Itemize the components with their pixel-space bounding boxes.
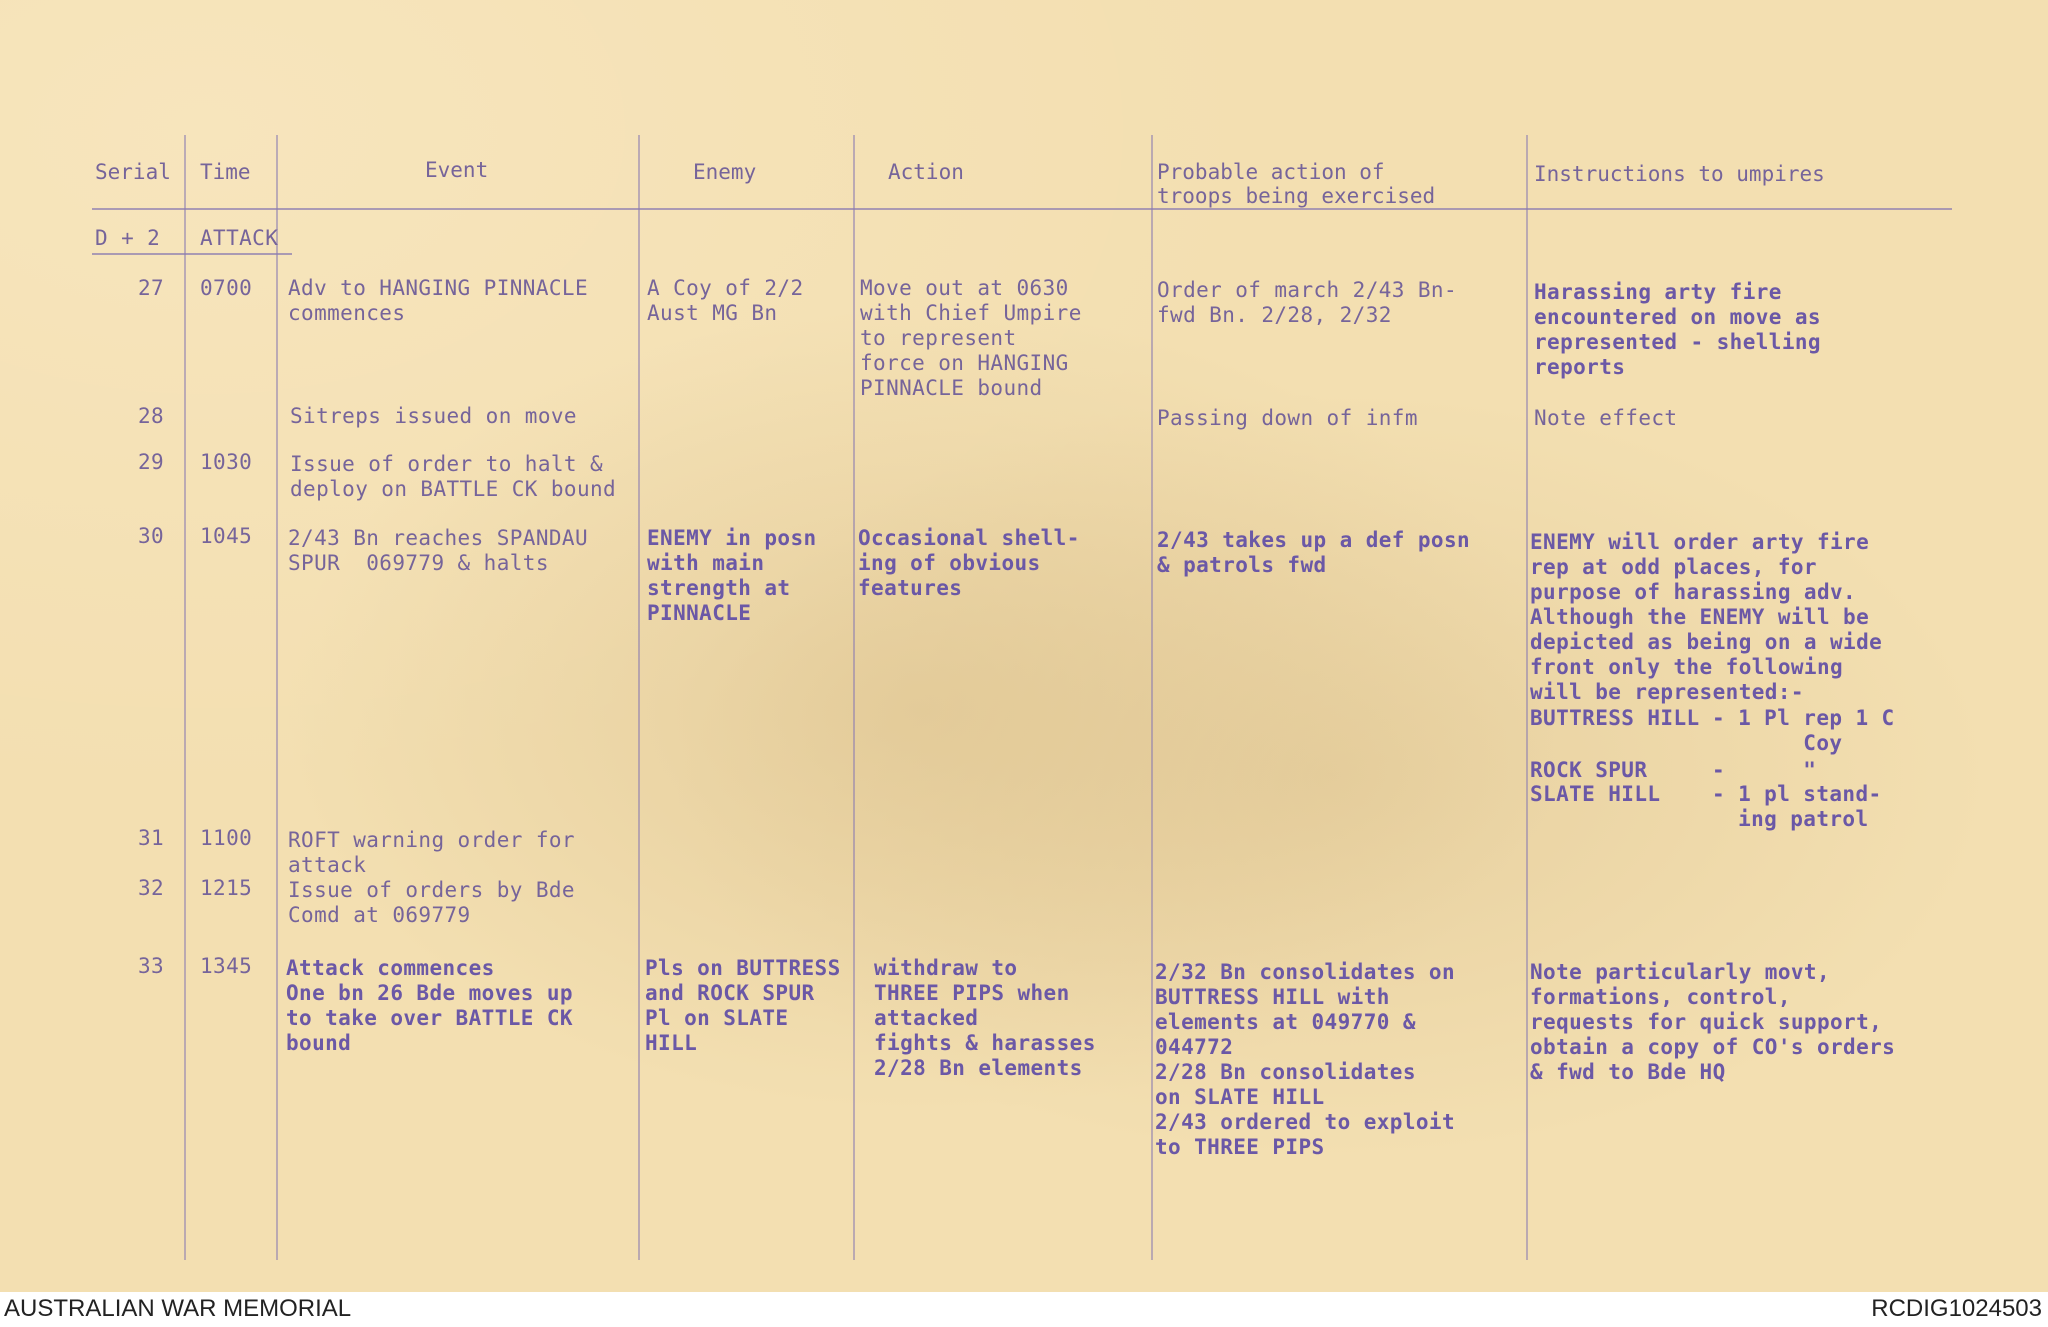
column-rule-time (276, 135, 278, 1260)
header-enemy: Enemy (693, 160, 757, 184)
archive-footer (0, 1292, 2048, 1327)
row-30-serial: 30 (138, 524, 165, 548)
row-32-serial: 32 (138, 876, 165, 900)
header-underline (92, 208, 1952, 210)
header-serial: Serial (95, 160, 171, 184)
footer-institution: AUSTRALIAN WAR MEMORIAL (4, 1295, 352, 1322)
header-instructions: Instructions to umpires (1534, 162, 1825, 186)
row-31-serial: 31 (138, 826, 165, 850)
column-rule-enemy (853, 135, 855, 1260)
row-30-rep-value-slate-hill: - 1 pl stand- ing patrol (1712, 782, 1882, 831)
row-31-time: 1100 (200, 826, 253, 850)
row-30-rep-place-rock-spur: ROCK SPUR (1530, 758, 1648, 782)
row-30-enemy: ENEMY in posn with main strength at PINNACLE (647, 526, 817, 625)
row-30-probable-action: 2/43 takes up a def posn & patrols fwd (1157, 528, 1471, 577)
section-underline (92, 253, 292, 255)
row-28-instructions: Note effect (1534, 406, 1678, 430)
row-30-event: 2/43 Bn reaches SPANDAU SPUR 069779 & halts (288, 526, 588, 575)
column-rule-event (638, 135, 640, 1260)
row-28-event: Sitreps issued on move (290, 404, 577, 428)
row-28-probable-action: Passing down of infm (1157, 406, 1418, 430)
section-label: ATTACK (200, 226, 279, 250)
row-27-serial: 27 (138, 276, 165, 300)
row-33-probable-action: 2/32 Bn consolidates on BUTTRESS HILL with elements at 049770 & 044772 2/28 Bn consolidates on SLATE HILL 2/43 ordered to exploit to THREE PIPS (1155, 960, 1455, 1159)
header-probable-action: Probable action of troops being exercised (1157, 160, 1436, 208)
row-30-action: Occasional shell- ing of obvious features (858, 526, 1080, 600)
row-29-time: 1030 (200, 450, 253, 474)
header-action: Action (888, 160, 964, 184)
row-32-event: Issue of orders by Bde Comd at 069779 (288, 878, 575, 927)
row-33-event: Attack commences One bn 26 Bde moves up to take over BATTLE CK bound (286, 956, 573, 1055)
column-rule-serial (184, 135, 186, 1260)
row-27-event: Adv to HANGING PINNACLE commences (288, 276, 588, 325)
row-32-time: 1215 (200, 876, 253, 900)
row-29-event: Issue of order to halt & deploy on BATTLE CK bound (290, 452, 617, 501)
row-33-enemy: Pls on BUTTRESS and ROCK SPUR Pl on SLATE HILL (645, 956, 841, 1055)
section-day: D + 2 (95, 226, 161, 250)
row-30-rep-value-buttress-hill: - 1 Pl rep 1 C Coy (1712, 706, 1895, 755)
row-33-time: 1345 (200, 954, 253, 978)
column-rule-probable (1526, 135, 1528, 1260)
column-rule-action (1151, 135, 1153, 1260)
row-27-enemy: A Coy of 2/2 Aust MG Bn (647, 276, 804, 325)
row-27-instructions: Harassing arty fire encountered on move as represented - shelling reports (1534, 280, 1821, 379)
row-30-instructions: ENEMY will order arty fire rep at odd places, for purpose of harassing adv. Although the ENEMY will be depicted as being on a wide front only the following will be represented:- (1530, 530, 1883, 704)
row-33-instructions: Note particularly movt, formations, control, requests for quick support, obtain a copy of CO's orders & fwd to Bde HQ (1530, 960, 1896, 1084)
row-30-rep-value-rock-spur: - " (1712, 758, 1817, 782)
row-30-time: 1045 (200, 524, 253, 548)
row-27-action: Move out at 0630 with Chief Umpire to represent force on HANGING PINNACLE bound (860, 276, 1082, 400)
row-30-rep-place-slate-hill: SLATE HILL (1530, 782, 1661, 806)
row-30-rep-place-buttress-hill: BUTTRESS HILL (1530, 706, 1700, 730)
row-33-action: withdraw to THREE PIPS when attacked fights & harasses 2/28 Bn elements (874, 956, 1096, 1080)
row-27-time: 0700 (200, 276, 253, 300)
row-28-serial: 28 (138, 404, 165, 428)
row-31-event: ROFT warning order for attack (288, 828, 575, 877)
header-time: Time (200, 160, 251, 184)
header-event: Event (425, 158, 489, 182)
row-29-serial: 29 (138, 450, 165, 474)
row-33-serial: 33 (138, 954, 165, 978)
footer-record-id: RCDIG1024503 (1871, 1295, 2042, 1322)
row-27-probable-action: Order of march 2/43 Bn- fwd Bn. 2/28, 2/32 (1157, 278, 1457, 327)
